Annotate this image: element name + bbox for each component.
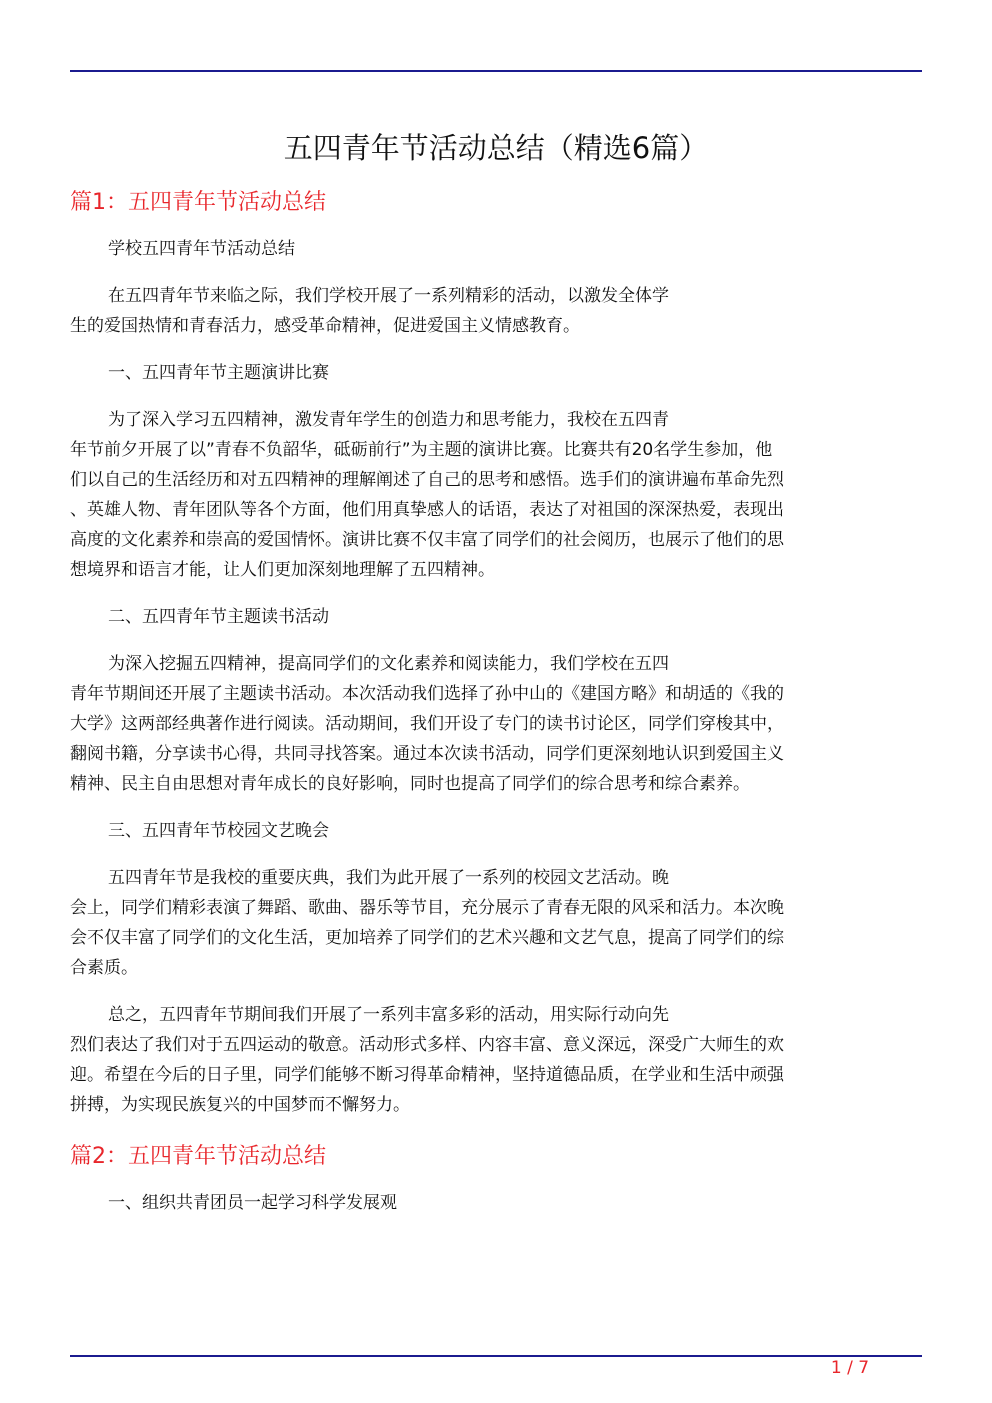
paragraph-line: 一、组织共青团员一起学习科学发展观 [108,1193,397,1213]
section-heading: 篇1：五四青年节活动总结 [70,190,326,215]
paragraph-line: 烈们表达了我们对于五四运动的敬意。活动形式多样、内容丰富、意义深远，深受广大师生的欢 [70,1035,784,1055]
paragraph [70,281,912,341]
paragraph-line: 翻阅书籍，分享读书心得，共同寻找答案。通过本次读书活动，同学们更深刻地认识到爱国主义 [70,744,784,764]
paragraph-line: 、英雄人物、青年团队等各个方面，他们用真挚感人的话语，表达了对祖国的深深热爱，表现出 [70,500,784,520]
header-rule [70,70,922,72]
footer-rule [70,1355,922,1357]
paragraph-line: 年节前夕开展了以”青春不负韶华，砥砺前行”为主题的演讲比赛。比赛共有20名学生参加，他 [70,440,773,460]
paragraph-line: 生的爱国热情和青春活力，感受革命精神，促进爱国主义情感教育。 [70,316,580,336]
paragraph [70,1000,912,1120]
paragraph [70,405,912,585]
paragraph-line: 迎。希望在今后的日子里，同学们能够不断习得革命精神，坚持道德品质，在学业和生活中顽强 [70,1065,784,1085]
paragraph-line: 想境界和语言才能，让人们更加深刻地理解了五四精神。 [70,560,495,580]
paragraph [70,816,912,846]
paragraph-line: 精神、民主自由思想对青年成长的良好影响，同时也提高了同学们的综合思考和综合素养。 [70,774,750,794]
page-number: 1 / 7 [830,1358,870,1378]
paragraph-line: 一、五四青年节主题演讲比赛 [108,363,329,383]
paragraph-line: 会不仅丰富了同学们的文化生活，更加培养了同学们的艺术兴趣和文艺气息，提高了同学们的综 [70,928,784,948]
paragraph-line: 高度的文化素养和崇高的爱国情怀。演讲比赛不仅丰富了同学们的社会阅历，也展示了他们的思 [70,530,784,550]
paragraph-line: 总之，五四青年节期间我们开展了一系列丰富多彩的活动，用实际行动向先 [108,1005,669,1025]
paragraph-line: 会上，同学们精彩表演了舞蹈、歌曲、器乐等节目，充分展示了青春无限的风采和活力。本次晚 [70,898,784,918]
paragraph-line: 们以自己的生活经历和对五四精神的理解阐述了自己的思考和感悟。选手们的演讲遍布革命先烈 [70,470,784,490]
paragraph-line: 二、五四青年节主题读书活动 [108,607,329,627]
paragraph-line: 学校五四青年节活动总结 [108,239,295,259]
paragraph-line: 三、五四青年节校园文艺晚会 [108,821,329,841]
paragraph [70,234,912,264]
paragraph-line: 大学》这两部经典著作进行阅读。活动期间，我们开设了专门的读书讨论区，同学们穿梭其中， [70,714,784,734]
paragraph [70,1188,912,1218]
section-heading: 篇2：五四青年节活动总结 [70,1144,326,1169]
paragraph-line: 合素质。 [70,958,138,978]
paragraph [70,649,912,799]
paragraph-line: 五四青年节是我校的重要庆典，我们为此开展了一系列的校园文艺活动。晚 [108,868,669,888]
document-body [70,186,912,1235]
paragraph-line: 在五四青年节来临之际，我们学校开展了一系列精彩的活动，以激发全体学 [108,286,669,306]
paragraph [70,602,912,632]
paragraph [70,863,912,983]
paragraph [70,358,912,388]
paragraph-line: 为了深入学习五四精神，激发青年学生的创造力和思考能力，我校在五四青 [108,410,669,430]
paragraph-line: 青年节期间还开展了主题读书活动。本次活动我们选择了孙中山的《建国方略》和胡适的《我的 [70,684,784,704]
document-title: 五四青年节活动总结（精选6篇） [283,131,709,165]
paragraph-line: 为深入挖掘五四精神，提高同学们的文化素养和阅读能力，我们学校在五四 [108,654,669,674]
paragraph-line: 拼搏，为实现民族复兴的中国梦而不懈努力。 [70,1095,410,1115]
